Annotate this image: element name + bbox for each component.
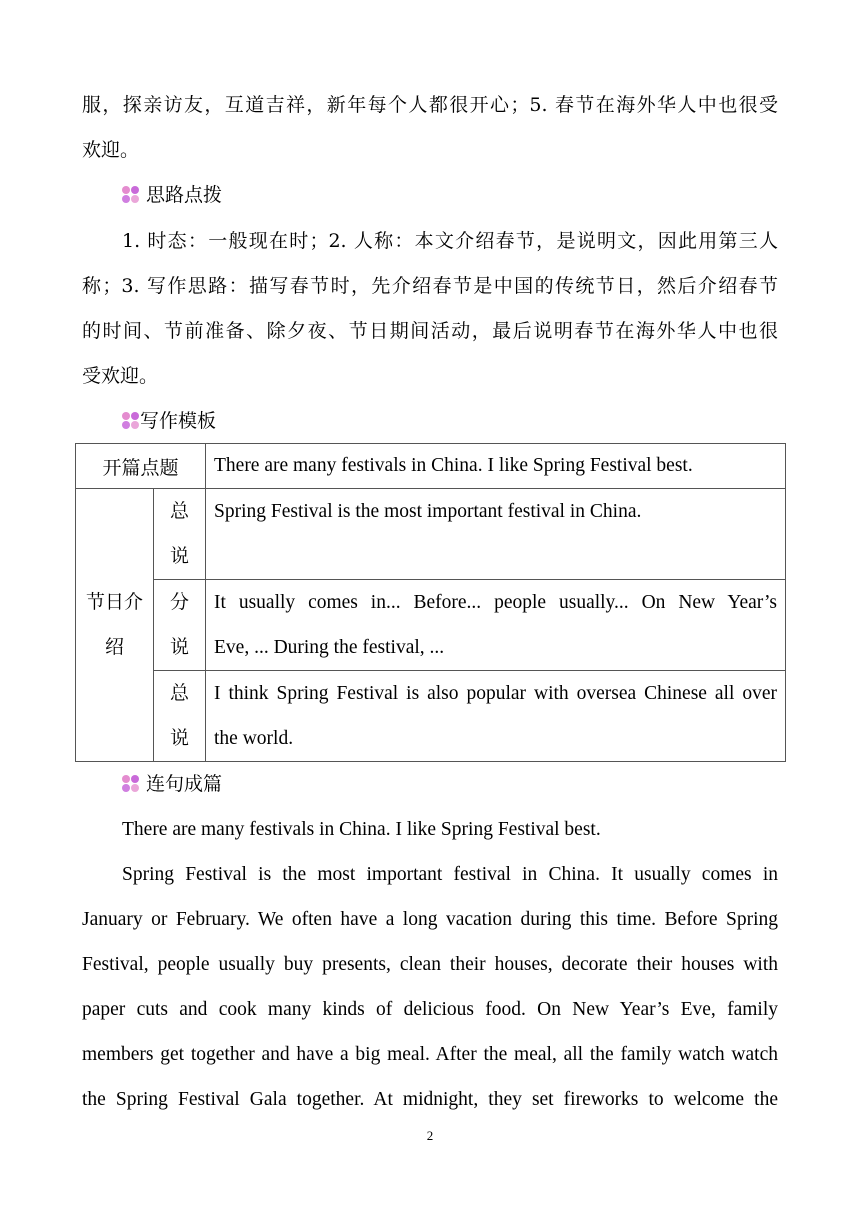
section-heading-compose bbox=[122, 769, 222, 799]
table-row bbox=[76, 671, 786, 762]
cell-text: 分 bbox=[169, 591, 189, 613]
sub-text-detail bbox=[206, 580, 786, 671]
cell-text: 说 bbox=[169, 545, 189, 567]
table-row bbox=[76, 580, 786, 671]
cell-text: 总 bbox=[169, 682, 189, 704]
thinking-line-1: 1. 时态：一般现在时；2. 人称：本文介绍春节，是说明文，因此用第三人 bbox=[122, 230, 778, 252]
essay-line-5: members get together and have a big meal. After the meal, all the family watch watch bbox=[82, 1044, 778, 1065]
cell-text: Eve, ... During the festival, ... bbox=[214, 637, 445, 658]
group-label-festival-intro bbox=[76, 489, 154, 762]
essay-line-3: Festival, people usually buy presents, clean their houses, decorate their houses with bbox=[82, 954, 778, 975]
section-title: 思路点拨 bbox=[146, 184, 223, 206]
cell-text: 总 bbox=[169, 500, 189, 522]
section-heading-template bbox=[122, 406, 216, 436]
row-label-opening bbox=[76, 444, 206, 489]
sub-label-general-1 bbox=[154, 489, 206, 580]
cell-text: 说 bbox=[169, 636, 189, 658]
essay-line-6: the Spring Festival Gala together. At midnight, they set fireworks to welcome the bbox=[82, 1089, 778, 1110]
essay-line-4: paper cuts and cook many kinds of delicious food. On New Year’s Eve, family bbox=[82, 999, 778, 1020]
cell-text: the world. bbox=[214, 728, 294, 749]
cell-text: There are many festivals in China. I like Spring Festival best. bbox=[214, 455, 693, 476]
thinking-line-2: 称；3. 写作思路：描写春节时，先介绍春节是中国的传统节日，然后介绍春节 bbox=[82, 275, 778, 297]
sub-text-general-2 bbox=[206, 671, 786, 762]
table-row bbox=[76, 444, 786, 489]
sub-text-general-1 bbox=[206, 489, 786, 580]
essay-line-2: January or February. We often have a long vacation during this time. Before Spring bbox=[82, 909, 778, 930]
section-heading-thinking bbox=[122, 180, 222, 210]
page-number: 2 bbox=[426, 1128, 434, 1143]
writing-template-table bbox=[75, 443, 786, 762]
cell-text: 节日介 bbox=[85, 591, 143, 613]
cell-text: 说 bbox=[169, 727, 189, 749]
cell-text: 绍 bbox=[104, 636, 124, 658]
flower-bullet-icon bbox=[122, 412, 140, 430]
section-title: 连句成篇 bbox=[146, 773, 223, 795]
intro-line-2: 欢迎。 bbox=[82, 139, 140, 161]
cell-text: I think Spring Festival is also popular with oversea Chinese all over bbox=[214, 683, 777, 704]
table-row bbox=[76, 489, 786, 580]
cell-text: It usually comes in... Before... people usually... On New Year’s bbox=[214, 592, 777, 613]
flower-bullet-icon bbox=[122, 775, 140, 793]
sub-label-detail bbox=[154, 580, 206, 671]
flower-bullet-icon bbox=[122, 186, 140, 204]
sub-label-general-2 bbox=[154, 671, 206, 762]
intro-line-1: 服，探亲访友，互道吉祥，新年每个人都很开心；5. 春节在海外华人中也很受 bbox=[82, 94, 778, 116]
essay-line-1: Spring Festival is the most important festival in China. It usually comes in bbox=[122, 864, 778, 885]
thinking-line-4: 受欢迎。 bbox=[82, 365, 159, 387]
cell-text: 开篇点题 bbox=[102, 456, 179, 479]
thinking-line-3: 的时间、节前准备、除夕夜、节日期间活动，最后说明春节在海外华人中也很 bbox=[82, 320, 778, 342]
essay-paragraph-1: There are many festivals in China. I like Spring Festival best. bbox=[122, 819, 601, 840]
row-text-opening bbox=[206, 444, 786, 489]
section-title: 写作模板 bbox=[140, 410, 217, 432]
cell-text: Spring Festival is the most important festival in China. bbox=[214, 501, 642, 522]
